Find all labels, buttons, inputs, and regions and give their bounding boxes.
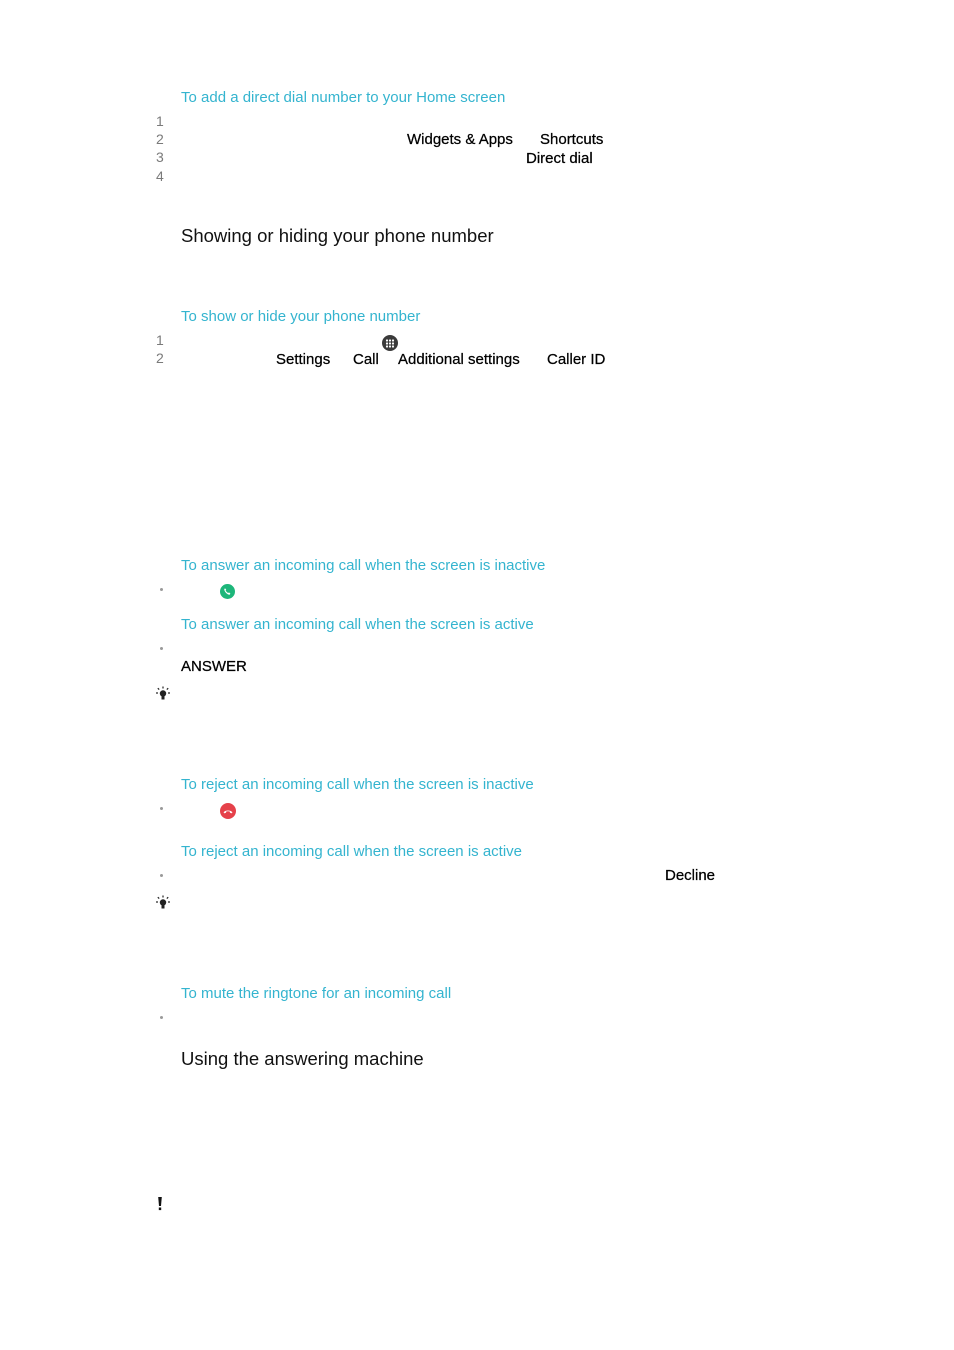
bullet (160, 807, 163, 810)
bullet (160, 1016, 163, 1019)
step-number: 1 (156, 332, 164, 348)
procedure-title-answer-inactive: To answer an incoming call when the screen is inactive (181, 557, 546, 574)
procedure-title-reject-inactive: To reject an incoming call when the screen is inactive (181, 776, 534, 793)
ui-label-answer: ANSWER (181, 658, 247, 675)
bullet (160, 588, 163, 591)
step-number: 4 (156, 168, 164, 184)
step-number: 1 (156, 113, 164, 129)
ui-label-call: Call (353, 351, 379, 368)
procedure-title-show-hide: To show or hide your phone number (181, 308, 421, 325)
answer-call-icon (220, 584, 235, 599)
bullet (160, 647, 163, 650)
ui-label-caller-id: Caller ID (547, 351, 606, 368)
bullet (160, 874, 163, 877)
step-number: 2 (156, 131, 164, 147)
step-number: 2 (156, 350, 164, 366)
procedure-title-reject-active: To reject an incoming call when the screen is active (181, 843, 523, 860)
ui-label-shortcuts: Shortcuts (540, 131, 604, 148)
ui-label-settings: Settings (276, 351, 331, 368)
procedure-title-direct-dial: To add a direct dial number to your Home screen (181, 89, 506, 106)
section-heading-answering-machine: Using the answering machine (181, 1048, 424, 1069)
reject-call-icon (220, 803, 236, 819)
tip-lightbulb-icon (155, 686, 171, 702)
section-heading-show-hide: Showing or hiding your phone number (181, 225, 494, 246)
apps-grid-icon (382, 335, 398, 351)
procedure-title-mute: To mute the ringtone for an incoming call (181, 985, 452, 1002)
step-number: 3 (156, 149, 164, 165)
ui-label-additional-settings: Additional settings (398, 351, 520, 368)
procedure-title-answer-active: To answer an incoming call when the screen is active (181, 616, 534, 633)
tip-lightbulb-icon (155, 895, 171, 911)
ui-label-widgets-apps: Widgets & Apps (407, 131, 513, 148)
note-exclamation-icon (156, 1196, 164, 1212)
ui-label-decline: Decline (665, 867, 716, 884)
ui-label-direct-dial: Direct dial (526, 150, 593, 167)
